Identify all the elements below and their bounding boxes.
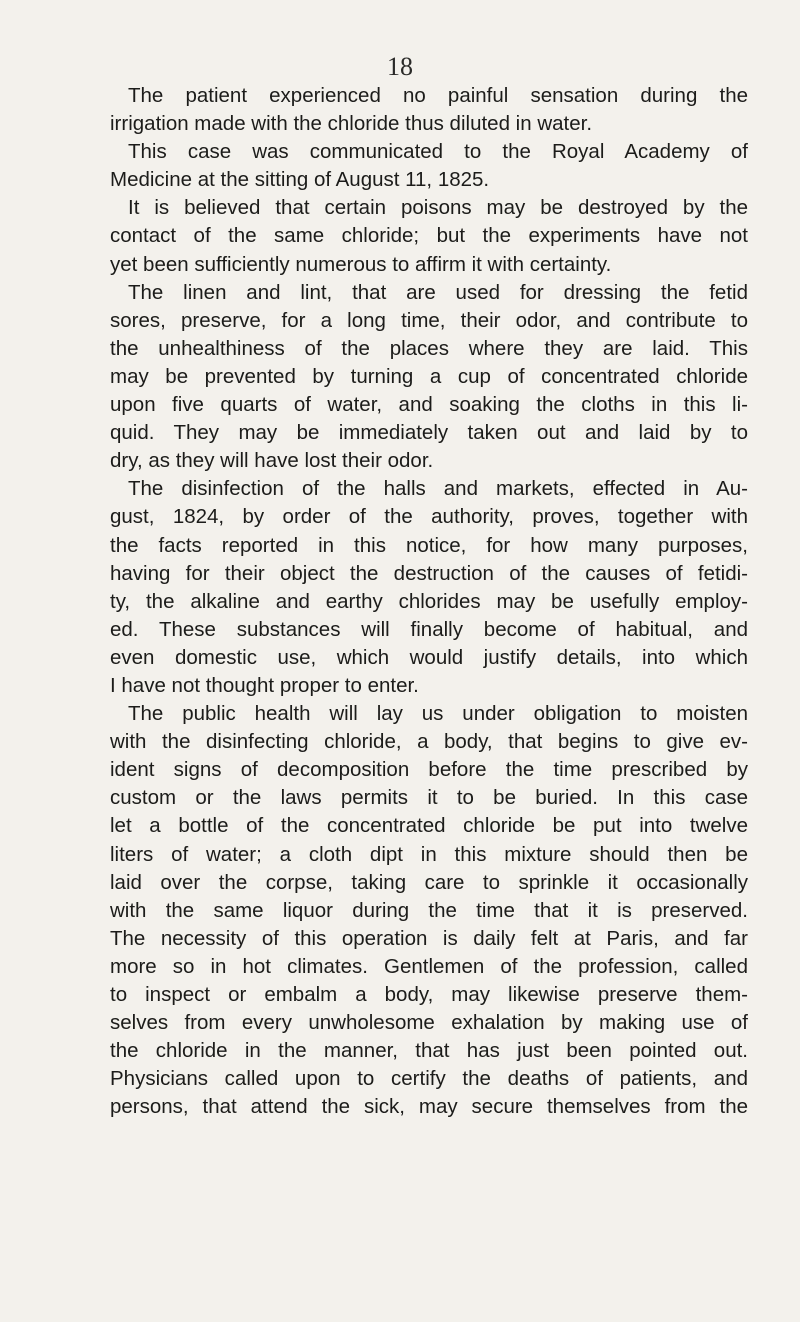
text-line: contact of the same chloride; but the experiments have not bbox=[110, 224, 748, 248]
text-line: sores, preserve, for a long time, their odor, and contribute to bbox=[110, 308, 748, 332]
text-line: It is believed that certain poisons may be destroyed by the bbox=[128, 196, 748, 220]
text-line: gust, 1824, by order of the authority, proves, together with bbox=[110, 505, 748, 529]
text-line: ed. These substances will finally become of habitual, and bbox=[110, 617, 748, 641]
text-line: quid. They may be immediately taken out and laid by to bbox=[110, 421, 748, 445]
text-line: I have not thought proper to enter. bbox=[110, 673, 419, 697]
text-line: ty, the alkaline and earthy chlorides may be usefully employ- bbox=[110, 589, 748, 613]
text-line: The disinfection of the halls and markets, effected in Au- bbox=[128, 477, 748, 501]
text-line: more so in hot climates. Gentlemen of the profession, called bbox=[110, 954, 748, 978]
text-line: This case was communicated to the Royal Academy of bbox=[128, 140, 748, 164]
body-text bbox=[110, 82, 748, 1121]
text-line: liters of water; a cloth dipt in this mixture should then be bbox=[110, 842, 748, 866]
text-line: The patient experienced no painful sensation during the bbox=[128, 84, 748, 107]
text-line: The linen and lint, that are used for dressing the fetid bbox=[128, 280, 748, 304]
text-line: the unhealthiness of the places where they are laid. This bbox=[110, 336, 748, 360]
text-line: laid over the corpse, taking care to sprinkle it occasionally bbox=[110, 870, 748, 894]
text-line: with the same liquor during the time that it is preserved. bbox=[110, 898, 748, 922]
text-line: with the disinfecting chloride, a body, that begins to give ev- bbox=[110, 730, 748, 754]
text-line: irrigation made with the chloride thus diluted in water. bbox=[110, 112, 593, 136]
text-line: the chloride in the manner, that has just been pointed out. bbox=[110, 1039, 748, 1063]
text-line: ident signs of decomposition before the time prescribed by bbox=[110, 758, 748, 782]
text-line: persons, that attend the sick, may secure themselves from the bbox=[110, 1095, 748, 1119]
text-line: custom or the laws permits it to be buried. In this case bbox=[110, 786, 748, 810]
text-line: The public health will lay us under obligation to moisten bbox=[128, 702, 748, 726]
text-line: having for their object the destruction of the causes of fetidi- bbox=[110, 561, 748, 585]
text-line: Medicine at the sitting of August 11, 1825. bbox=[110, 168, 490, 192]
text-line: upon five quarts of water, and soaking the cloths in this li- bbox=[110, 393, 748, 417]
page-number: 18 bbox=[387, 52, 413, 81]
text-line: let a bottle of the concentrated chloride be put into twelve bbox=[110, 814, 748, 838]
text-line: may be prevented by turning a cup of concentrated chloride bbox=[110, 364, 748, 388]
text-line: yet been sufficiently numerous to affirm it with certainty. bbox=[110, 252, 612, 276]
text-line: dry, as they will have lost their odor. bbox=[110, 449, 434, 473]
text-line: the facts reported in this notice, for how many purposes, bbox=[110, 533, 748, 557]
text-line: to inspect or embalm a body, may likewise preserve them- bbox=[110, 983, 748, 1006]
text-line: The necessity of this operation is daily felt at Paris, and far bbox=[110, 926, 748, 950]
text-line: selves from every unwholesome exhalation by making use of bbox=[110, 1011, 748, 1035]
text-line: Physicians called upon to certify the deaths of patients, and bbox=[110, 1067, 748, 1091]
text-line: even domestic use, which would justify details, into which bbox=[110, 645, 748, 669]
